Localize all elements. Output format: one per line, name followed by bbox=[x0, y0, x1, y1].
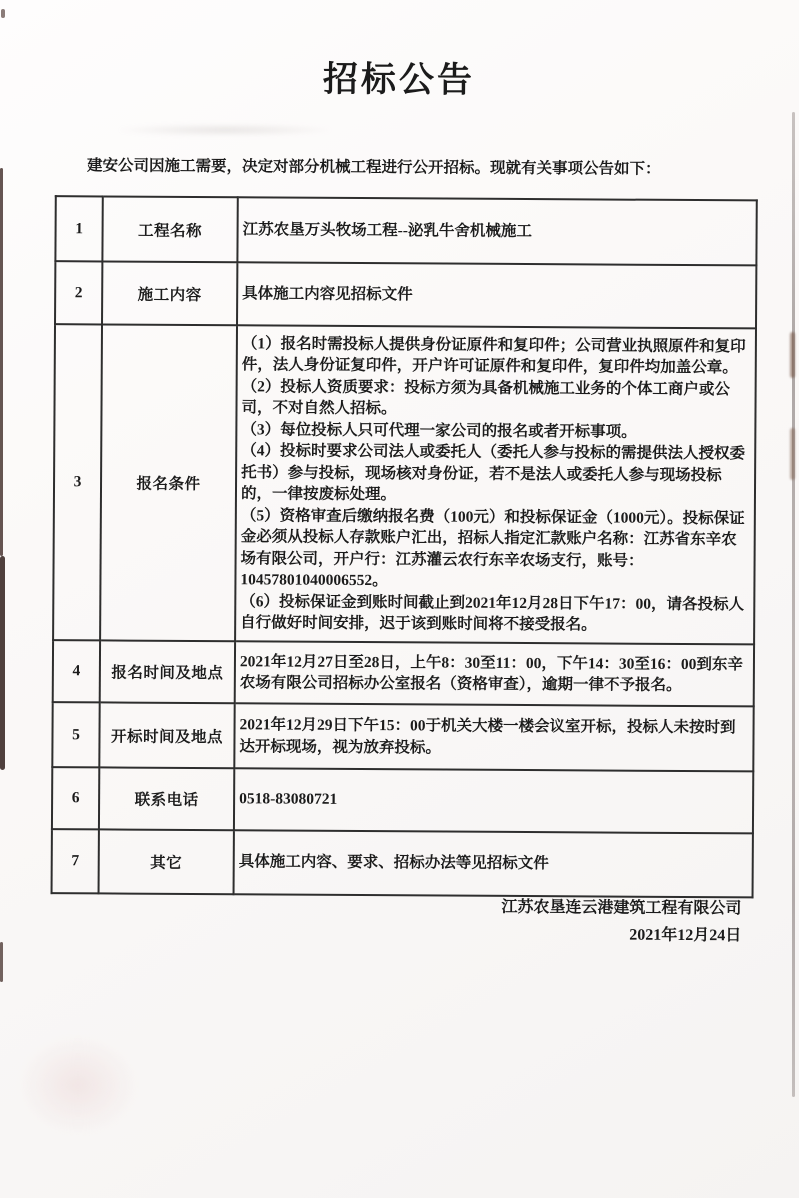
content-paragraph: 具体施工内容见招标文件 bbox=[242, 285, 413, 304]
issue-date: 2021年12月24日 bbox=[629, 926, 742, 945]
table-row bbox=[53, 324, 756, 644]
table-row bbox=[52, 829, 753, 897]
row-number-cell: 2 bbox=[55, 261, 102, 324]
row-label-cell: 施工内容 bbox=[102, 261, 237, 325]
table-row bbox=[55, 196, 756, 265]
content-paragraph: 具体施工内容、要求、招标办法等见招标文件 bbox=[238, 853, 549, 873]
page-title: 招标公告 bbox=[322, 59, 476, 100]
table-row bbox=[52, 767, 753, 833]
row-label-cell: 开标时间及地点 bbox=[99, 702, 234, 768]
announcement-table-body bbox=[52, 196, 757, 897]
content-paragraph: （5）资格审查后缴纳报名费（100元）和投标保证金（1000元）。投标保证金必须从投标人存款账户汇出，招标人指定汇款账户名称：江苏省东辛农场有限公司，开户行：江苏灌云农行东辛农场支行，账号：10457801040006552。 bbox=[240, 506, 745, 590]
row-label-cell: 报名时间及地点 bbox=[100, 640, 235, 703]
content-paragraph: （6）投标保证金到账时间截止到2021年12月28日下午17：00，请各投标人自行做好时间安排，迟于该到账时间将不接受报名。 bbox=[240, 592, 745, 634]
row-number-cell: 4 bbox=[53, 640, 100, 702]
row-content-cell bbox=[234, 768, 753, 833]
content-paragraph: 2021年12月27日至28日，上午8：30至11：00，下午14：30至16：00到东辛农场有限公司招标办公室报名（资格审查），逾期一律不予报名。 bbox=[239, 652, 743, 694]
row-number-cell: 6 bbox=[52, 767, 99, 829]
row-label-cell: 报名条件 bbox=[100, 324, 237, 641]
content-paragraph: （2）投标人资质要求：投标方须为具备机械施工业务的个体工商户或公司，不对自然人招标。 bbox=[241, 377, 730, 418]
announcement-table bbox=[51, 195, 758, 898]
company-name: 江苏农垦连云港建筑工程有限公司 bbox=[501, 898, 742, 918]
content-paragraph: （1）报名时需投标人提供身份证原件和复印件；公司营业执照原件和复印件，法人身份证复印件，开户许可证原件和复印件，复印件均加盖公章。 bbox=[241, 334, 746, 377]
row-content-cell bbox=[237, 262, 756, 328]
row-content-cell bbox=[234, 703, 753, 771]
content-paragraph: 江苏农垦万头牧场工程--泌乳牛舍机械施工 bbox=[242, 221, 532, 240]
row-content-cell bbox=[235, 325, 756, 644]
signature-block bbox=[501, 894, 741, 949]
table-row bbox=[52, 702, 753, 771]
table-row bbox=[55, 261, 756, 328]
content-paragraph: （4）投标时要求公司法人或委托人（委托人参与投标的需提供法人授权委托书）参与投标，现场核对身份证，若不是法人或委托人参与现场投标的，一律按废标处理。 bbox=[240, 442, 746, 504]
content-paragraph: 0518-83080721 bbox=[239, 790, 338, 809]
row-content-cell bbox=[234, 830, 753, 897]
content-paragraph: 2021年12月29日下午15：00于机关大楼一楼会议室开标，投标人未按时到达开标现场，视为放弃投标。 bbox=[239, 716, 736, 757]
row-number-cell: 5 bbox=[52, 702, 99, 767]
row-label-cell: 其它 bbox=[99, 829, 234, 894]
intro-paragraph: 建安公司因施工需要，决定对部分机械工程进行公开招标。现就有关事项公告如下： bbox=[86, 157, 661, 178]
row-label-cell: 工程名称 bbox=[102, 196, 237, 262]
row-content-cell bbox=[237, 197, 756, 265]
content-paragraph: （3）每位投标人只可代理一家公司的报名或者开标事项。 bbox=[241, 420, 637, 441]
row-number-cell: 7 bbox=[52, 829, 99, 893]
row-label-cell: 联系电话 bbox=[99, 767, 234, 830]
row-number-cell: 3 bbox=[53, 324, 102, 640]
table-row bbox=[53, 640, 754, 706]
row-number-cell: 1 bbox=[55, 196, 102, 261]
row-content-cell bbox=[235, 641, 754, 706]
